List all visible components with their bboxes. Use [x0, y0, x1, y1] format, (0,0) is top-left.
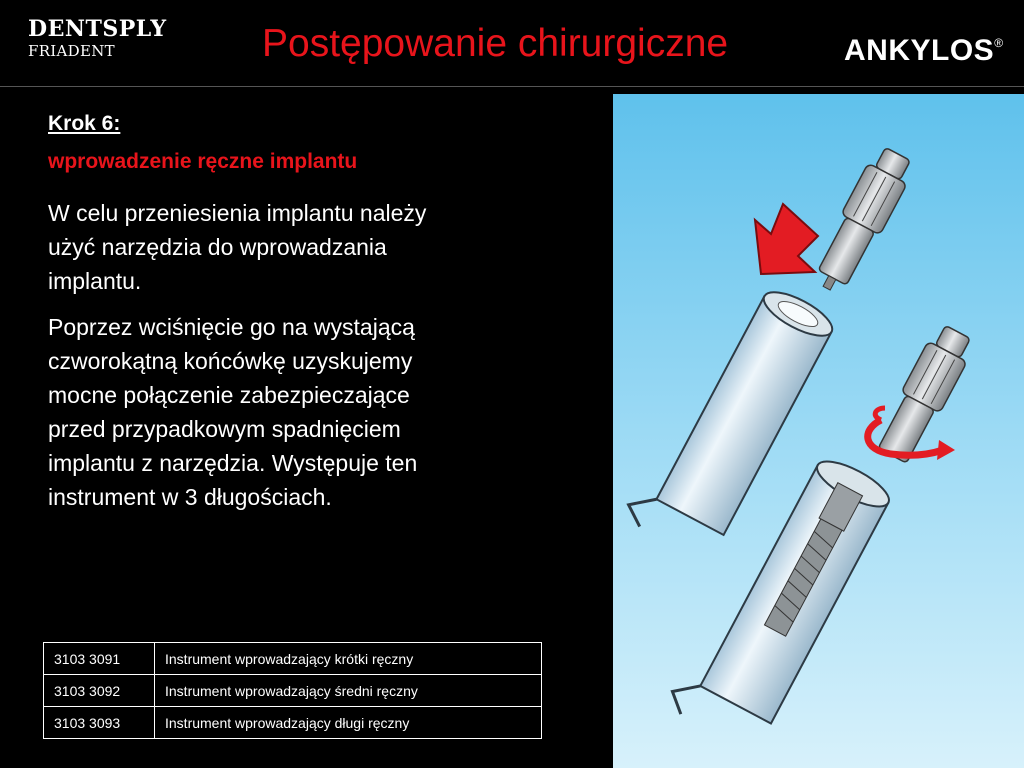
- paragraph-1: W celu przeniesienia implantu należy użyć narzędzia do wprowadzania implantu.: [48, 200, 427, 294]
- table-row: [44, 675, 542, 707]
- ankylos-logo: [844, 34, 1004, 68]
- article-code: 3103 3093: [44, 707, 155, 739]
- table-row: [44, 643, 542, 675]
- step-subtitle: wprowadzenie ręczne implantu: [48, 150, 358, 173]
- step-content: [48, 112, 468, 526]
- article-description: Instrument wprowadzający długi ręczny: [155, 707, 542, 739]
- paragraph-2: Poprzez wciśnięcie go na wystającą czworokątną końcówkę uzyskujemy mocne połączenie zabezpieczające przed przypadkowym spadnięciem implantu z narzędzia. Występuje ten instrument w 3 długościach.: [48, 314, 418, 510]
- instrument-illustration: [613, 94, 1024, 768]
- brand-line1: DENTSPLY: [28, 16, 167, 42]
- insertion-tool-upper: [807, 144, 917, 299]
- insertion-tool-lower: [873, 322, 978, 466]
- step-heading: Krok 6:: [48, 112, 121, 135]
- page-title: Postępowanie chirurgiczne: [262, 22, 729, 65]
- article-description: Instrument wprowadzający krótki ręczny: [155, 643, 542, 675]
- header: [0, 0, 1024, 87]
- article-code: 3103 3091: [44, 643, 155, 675]
- dentsply-friadent-logo: [28, 18, 167, 59]
- instrument-table: [43, 642, 542, 739]
- article-code: 3103 3092: [44, 675, 155, 707]
- product-name: ANKYLOS: [844, 34, 995, 67]
- registered-mark: ®: [994, 36, 1004, 50]
- brand-line2: FRIADENT: [28, 42, 115, 60]
- table-row: [44, 707, 542, 739]
- red-arrow-icon: [755, 204, 818, 274]
- implant-insertion-drawing: [613, 94, 1024, 768]
- article-description: Instrument wprowadzający średni ręczny: [155, 675, 542, 707]
